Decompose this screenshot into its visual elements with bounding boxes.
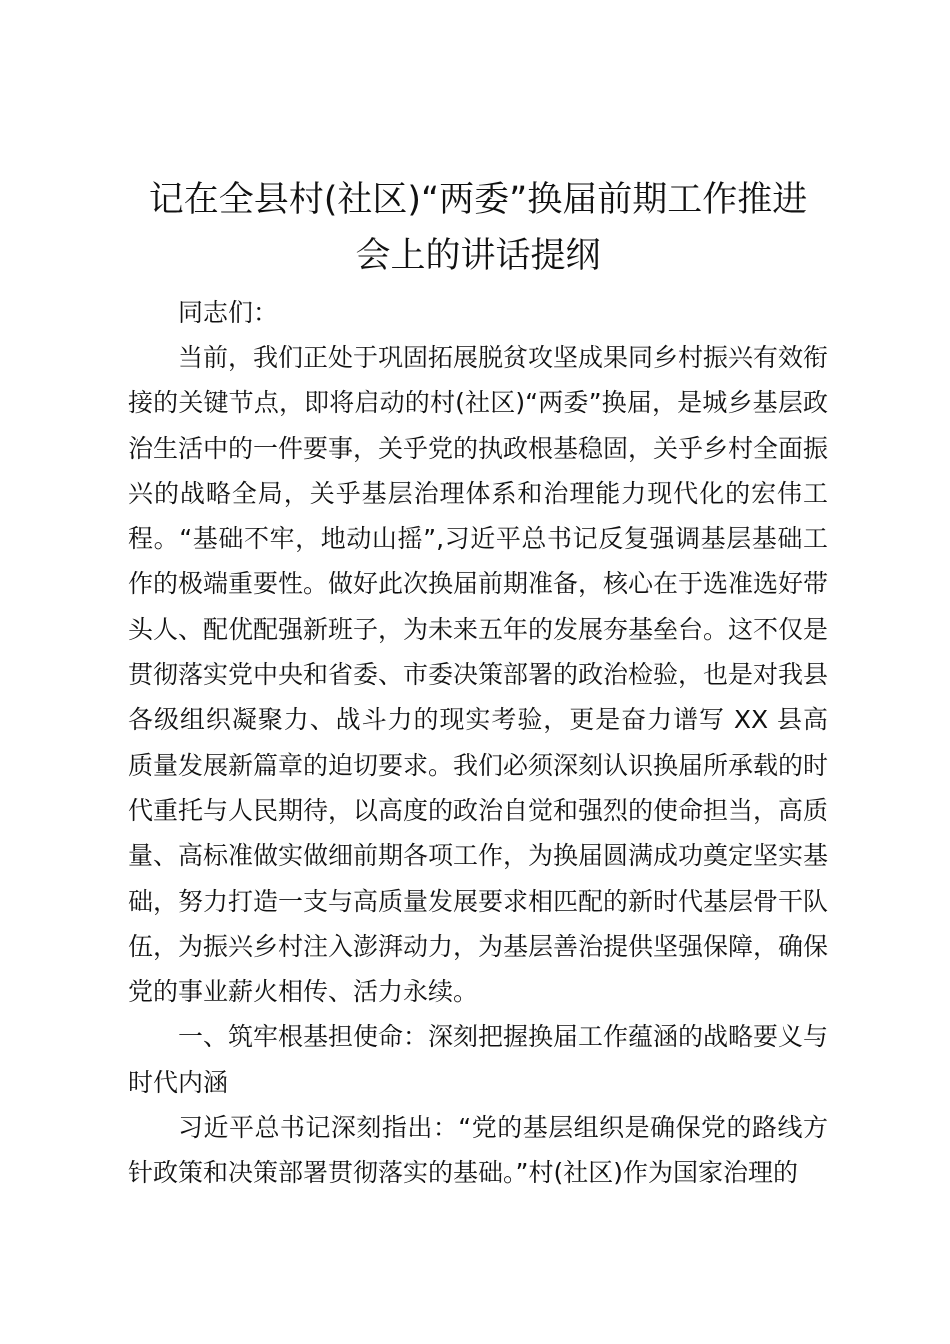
paragraph-section-1: 习近平总书记深刻指出：“党的基层组织是确保党的路线方针政策和决策部署贯彻落实的基础。”村(社区)作为国家治理的 bbox=[128, 1113, 828, 1188]
title-line-1: 记在全县村(社区)“两委”换届前期工作推进 bbox=[148, 180, 808, 220]
section-heading-1: 一、筑牢根基担使命：深刻把握换届工作蕴涵的战略要义与时代内涵 bbox=[128, 1022, 829, 1097]
salutation: 同志们： bbox=[178, 298, 279, 327]
document-title bbox=[128, 172, 828, 284]
document-page bbox=[128, 172, 828, 1196]
paragraph-intro: 当前，我们正处于巩固拓展脱贫攻坚成果同乡村振兴有效衔接的关键节点，即将启动的村(社区)“两委”换届，是城乡基层政治生活中的一件要事，关乎党的执政根基稳固，关乎乡村全面振兴的战略全局，关乎基层治理体系和治理能力现代化的宏伟工程。“基础不牢，地动山摇”,习近平总书记反复强调基层基础工作的极端重要性。做好此次换届前期准备，核心在于选准选好带头人、配优配强新班子，为未来五年的发展夯基垒台。这不仅是贯彻落实党中央和省委、市委决策部署的政治检验，也是对我县各级组织凝聚力、战斗力的现实考验，更是奋力谱写 XX 县高质量发展新篇章的迫切要求。我们必须深刻认识换届所承载的时代重托与人民期待，以高度的政治自觉和强烈的使命担当，高质量、高标准做实做细前期各项工作，为换届圆满成功奠定坚实基础，努力打造一支与高质量发展要求相匹配的新时代基层骨干队伍，为振兴乡村注入澎湃动力，为基层善治提供坚强保障，确保党的事业薪火相传、活力永续。 bbox=[128, 343, 829, 1007]
title-line-2: 会上的讲话提纲 bbox=[355, 236, 601, 276]
